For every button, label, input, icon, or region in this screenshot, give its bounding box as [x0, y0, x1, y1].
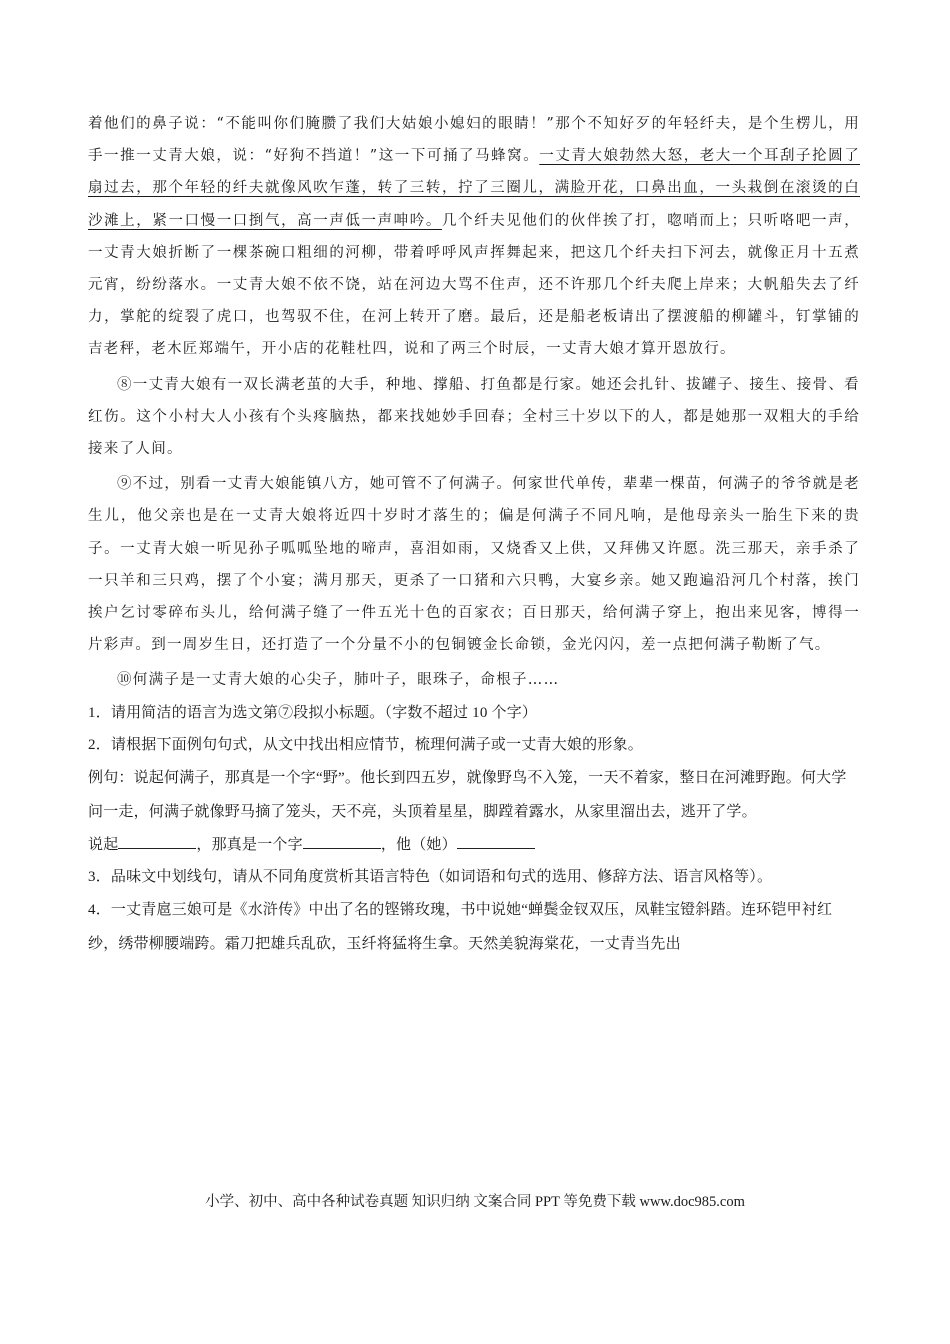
question-3: 3．品味文中划线句，请从不同角度赏析其语言特色（如词语和句式的选用、修辞方法、语言风格等）。 [88, 868, 773, 885]
paragraph-7-before: 着他们的鼻子说：“不能叫你们腌臜了我们大姑娘小媳妇的眼睛！”那个不知好歹的年轻纤夫，是个生楞儿，用手一推一丈青大娘，说：“好狗不挡道！”这一下可捅了马蜂窝。 [88, 116, 860, 165]
fill-in-line [88, 829, 860, 861]
document-page [88, 108, 860, 961]
paragraph-10: ⑩何满子是一丈青大娘的心尖子，肺叶子，眼珠子，命根子…… [117, 672, 560, 689]
page-footer: 小学、初中、高中各种试卷真题 知识归纳 文案合同 PPT 等免费下载 www.doc985.com [205, 1194, 745, 1210]
question-4: 4．一丈青扈三娘可是《水浒传》中出了名的铿锵玫瑰，书中说她“蝉鬓金钗双压，凤鞋宝镫斜踏。连环铠甲衬红纱，绣带柳腰端跨。霜刀把雄兵乱砍，玉纤将猛将生拿。天然美貌海棠花，一丈青当先出 [88, 901, 833, 952]
paragraph-8: ⑧一丈青大娘有一双长满老茧的大手，种地、撑船、打鱼都是行家。她还会扎针、拔罐子、接生、接骨、看红伤。这个小村大人小孩有个头疼脑热，都来找她妙手回春；全村三十岁以下的人，都是她那一双粗大的手给接来了人间。 [88, 376, 860, 458]
fill-prefix: 说起 [88, 836, 119, 853]
answer-blank-2[interactable] [303, 834, 381, 849]
paragraph-9: ⑨不过，别看一丈青大娘能镇八方，她可管不了何满子。何家世代单传，辈辈一棵苗，何满子的爷爷就是老生儿，他父亲也是在一丈青大娘将近四十岁时才落生的；偏是何满子不同凡响，是他母亲头一胎生下来的贵子。一丈青大娘一听见孙子呱呱坠地的啼声，喜泪如雨，又烧香又上供，又拜佛又许愿。洗三那天，亲手杀了一只羊和三只鸡，摆了个小宴；满月那天，更杀了一口猪和六只鸭，大宴乡亲。她又跑遍沿河几个村落，挨门挨户乞讨零碎布头儿，给何满子缝了一件五光十色的百家衣；百日那天，给何满子穿上，抱出来见客，博得一片彩声。到一周岁生日，还打造了一个分量不小的包铜镀金长命锁，金光闪闪，差一点把何满子勒断了气。 [88, 476, 860, 654]
answer-blank-1[interactable] [118, 834, 196, 849]
question-2: 2．请根据下面例句句式，从文中找出相应情节，梳理何满子或一丈青大娘的形象。 [88, 736, 643, 753]
paragraph-7-after: 几个纤夫见他们的伙伴挨了打，唿哨而上；只听咯吧一声，一丈青大娘折断了一棵茶碗口粗细的河柳，带着呼呼风声挥舞起来，把这几个纤夫扫下河去，就像正月十五煮元宵，纷纷落水。一丈青大娘不依不饶，站在河边大骂不住声，还不许那几个纤夫爬上岸来；大帆船失去了纤力，掌舵的绽裂了虎口，也驾驭不住，在河上转开了磨。最后，还是船老板请出了摆渡船的柳罐斗，钉掌铺的吉老秤，老木匠郑端午，开小店的花鞋杜四，说和了两三个时辰，一丈青大娘才算开恩放行。 [88, 212, 860, 358]
answer-blank-3[interactable] [457, 834, 535, 849]
paragraph-7 [88, 108, 860, 366]
underlined-sentence: 一丈青大娘勃然大怒，老大一个耳刮子抡圆了扇过去，那个年轻的纤夫就像风吹乍蓬，转了三转，拧了三圈儿，满脸开花，口鼻出血，一头栽倒在滚烫的白沙滩上，紧一口慢一口捯气，高一声低一声呻吟。 [88, 148, 861, 229]
fill-middle: ，那真是一个字 [196, 836, 303, 853]
fill-suffix: ，他（她） [380, 836, 457, 853]
example-sentence: 例句：说起何满子，那真是一个字“野”。他长到四五岁，就像野鸟不入笼，一天不着家，整日在河滩野跑。何大学问一走，何满子就像野马摘了笼头，天不亮，头顶着星星，脚蹚着露水，从家里溜出去，逃开了学。 [88, 769, 847, 820]
question-1: 1．请用简洁的语言为选文第⑦段拟小标题。（字数不超过 10 个字） [88, 704, 538, 721]
